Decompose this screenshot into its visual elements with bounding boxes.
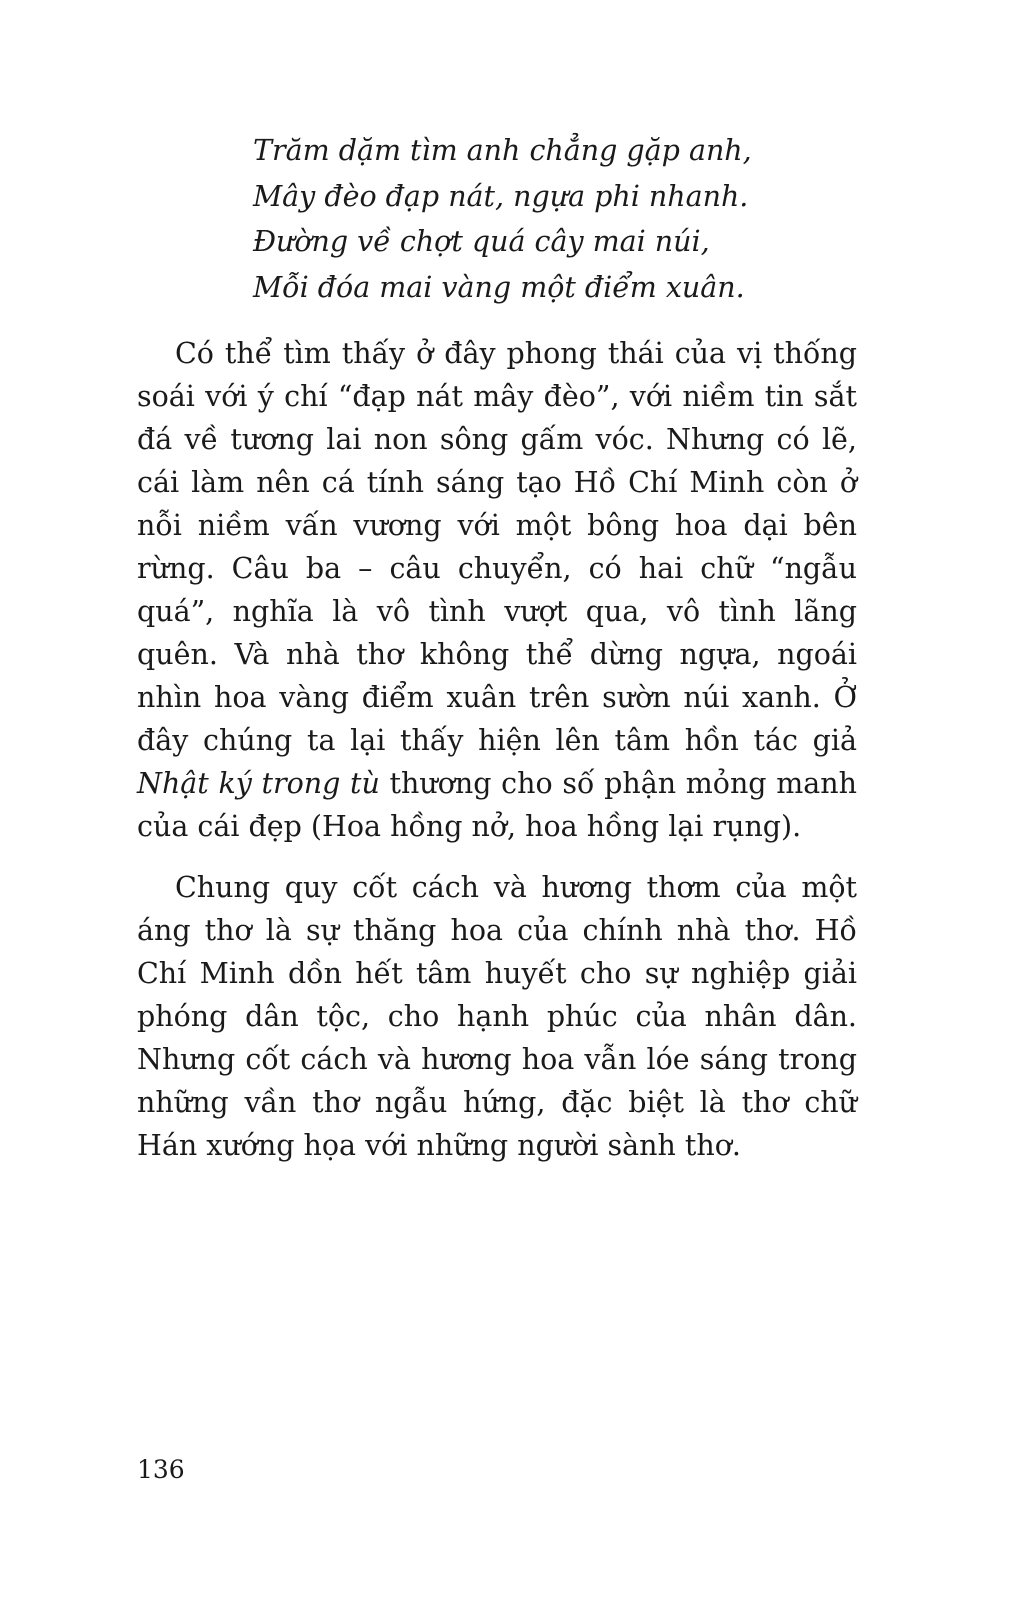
paragraph-1 [137,332,857,848]
book-title: Nhật ký trong tù [137,767,380,800]
poem-line: Mây đèo đạp nát, ngựa phi nhanh. [253,179,749,213]
paragraph-2: Chung quy cốt cách và hương thơm của một áng thơ là sự thăng hoa của chính nhà thơ. Hồ Chí Minh dồn hết tâm huyết cho sự nghiệp giải phóng dân tộc, cho hạnh phúc của nhân dân. Nhưng cốt cách và hương hoa vẫn lóe sáng trong những vần thơ ngẫu hứng, đặc biệt là thơ chữ Hán xướng họa với những người sành thơ. [137,871,857,1162]
poem-stanza [253,128,813,310]
paragraph-1-text: Có thể tìm thấy ở đây phong thái của vị thống soái với ý chí “đạp nát mây đèo”, với niềm tin sắt đá về tương lai non sông gấm vóc. Nhưng có lẽ, cái làm nên cá tính sáng tạo Hồ Chí Minh còn ở nỗi niềm vấn vương với một bông hoa dại bên rừng. Câu ba – câu chuyển, có hai chữ “ngẫu quá”, nghĩa là vô tình vượt qua, vô tình lãng quên. Và nhà thơ không thể dừng ngựa, ngoái nhìn hoa vàng điểm xuân trên sườn núi xanh. Ở đây chúng ta lại thấy hiện lên tâm hồn tác giả [137,337,857,757]
page-number: 136 [137,1455,185,1484]
poem-line: Đường về chợt quá cây mai núi, [253,225,710,258]
body-text [137,332,857,1185]
poem-line: Mỗi đóa mai vàng một điểm xuân. [253,270,745,304]
paragraph-1-text-end: thương cho số phận mỏng manh của cái đẹp (Hoa hồng nở, hoa hồng lại rụng). [137,767,857,843]
poem-line: Trăm dặm tìm anh chẳng gặp anh, [253,134,752,167]
